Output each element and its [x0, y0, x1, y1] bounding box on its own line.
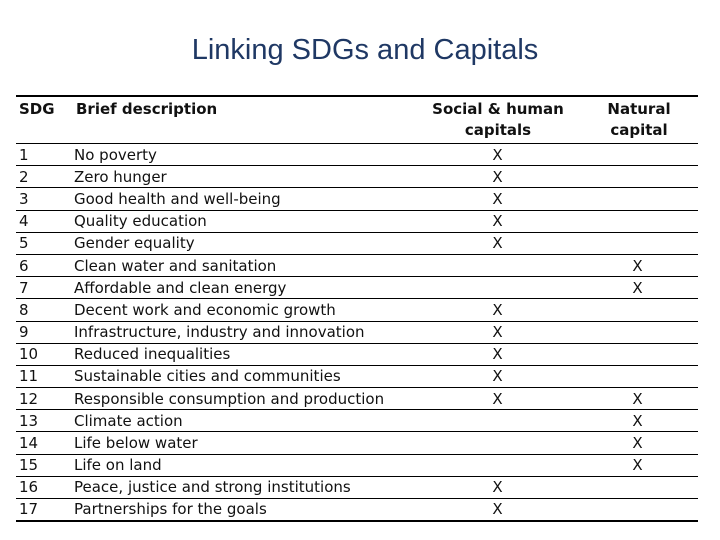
description-cell: No poverty: [74, 145, 157, 164]
natural-capital-mark: [579, 321, 698, 343]
description-cell: Quality education: [74, 212, 207, 231]
description-cell: Responsible consumption and production: [74, 389, 385, 408]
description-cell: Good health and well-being: [74, 189, 281, 208]
sdg-number-cell: 14: [19, 434, 39, 453]
social-capital-mark: X: [492, 212, 503, 231]
natural-capital-mark: X: [632, 456, 643, 475]
table-row: [16, 188, 698, 210]
header-sdg: SDG: [19, 100, 55, 118]
header-description: Brief description: [76, 100, 218, 118]
natural-capital-mark: [579, 476, 698, 498]
social-capital-mark: X: [492, 323, 503, 342]
sdg-number-cell: 7: [19, 278, 29, 297]
social-capital-mark: [416, 410, 579, 432]
table-row: [16, 166, 698, 188]
description-cell: Clean water and sanitation: [74, 256, 277, 275]
table-row: [16, 254, 698, 276]
social-capital-mark: X: [492, 189, 503, 208]
table-header: [16, 96, 698, 144]
natural-capital-mark: X: [632, 278, 643, 297]
social-capital-mark: X: [492, 145, 503, 164]
social-capital-mark: X: [492, 478, 503, 497]
description-cell: Life on land: [74, 456, 162, 475]
sdg-number-cell: 10: [19, 345, 39, 364]
sdg-number-cell: 17: [19, 500, 39, 519]
description-cell: Infrastructure, industry and innovation: [74, 323, 365, 342]
sdg-number-cell: 11: [19, 367, 39, 386]
table-row: [16, 432, 698, 454]
table-row: [16, 232, 698, 254]
natural-capital-mark: [579, 499, 698, 521]
header-row: [16, 96, 698, 144]
natural-capital-mark: [579, 343, 698, 365]
natural-capital-mark: X: [632, 434, 643, 453]
table-body: [16, 144, 698, 521]
table-row: [16, 454, 698, 476]
description-cell: Decent work and economic growth: [74, 300, 336, 319]
sdg-number-cell: 2: [19, 167, 29, 186]
sdg-number-cell: 3: [19, 189, 29, 208]
social-capital-mark: X: [492, 500, 503, 519]
sdg-number-cell: 4: [19, 212, 29, 231]
sdg-number-cell: 9: [19, 323, 29, 342]
natural-capital-mark: [579, 188, 698, 210]
sdg-number-cell: 8: [19, 300, 29, 319]
description-cell: Reduced inequalities: [74, 345, 231, 364]
natural-capital-mark: [579, 232, 698, 254]
table-row: [16, 410, 698, 432]
sdg-number-cell: 5: [19, 234, 29, 253]
social-capital-mark: [416, 254, 579, 276]
sdg-number-cell: 13: [19, 411, 39, 430]
header-social-human-capitals: Social & human capitals: [432, 100, 564, 139]
social-capital-mark: X: [492, 345, 503, 364]
description-cell: Gender equality: [74, 234, 195, 253]
table-row: [16, 144, 698, 166]
table-row: [16, 277, 698, 299]
description-cell: Peace, justice and strong institutions: [74, 478, 351, 497]
sdg-number-cell: 6: [19, 256, 29, 275]
page-title: Linking SDGs and Capitals: [191, 34, 539, 66]
table-row: [16, 321, 698, 343]
social-capital-mark: [416, 454, 579, 476]
natural-capital-mark: X: [632, 389, 643, 408]
description-cell: Sustainable cities and communities: [74, 367, 341, 386]
social-capital-mark: X: [492, 300, 503, 319]
table-row: [16, 499, 698, 521]
table-row: [16, 388, 698, 410]
header-natural-capital: Natural capital: [607, 100, 671, 139]
social-capital-mark: X: [492, 367, 503, 386]
description-cell: Zero hunger: [74, 167, 167, 186]
table-row: [16, 210, 698, 232]
sdg-number-cell: 16: [19, 478, 39, 497]
sdg-capitals-table-container: [16, 95, 698, 522]
natural-capital-mark: [579, 365, 698, 387]
sdg-capitals-table: [16, 95, 698, 522]
natural-capital-mark: [579, 210, 698, 232]
social-capital-mark: [416, 277, 579, 299]
description-cell: Climate action: [74, 411, 183, 430]
table-row: [16, 299, 698, 321]
natural-capital-mark: X: [632, 411, 643, 430]
sdg-number-cell: 15: [19, 456, 39, 475]
table-row: [16, 476, 698, 498]
description-cell: Affordable and clean energy: [74, 278, 287, 297]
description-cell: Life below water: [74, 434, 198, 453]
natural-capital-mark: X: [632, 256, 643, 275]
natural-capital-mark: [579, 166, 698, 188]
natural-capital-mark: [579, 144, 698, 166]
social-capital-mark: X: [492, 234, 503, 253]
table-row: [16, 365, 698, 387]
social-capital-mark: [416, 432, 579, 454]
description-cell: Partnerships for the goals: [74, 500, 267, 519]
table-row: [16, 343, 698, 365]
natural-capital-mark: [579, 299, 698, 321]
social-capital-mark: X: [492, 389, 503, 408]
sdg-number-cell: 12: [19, 389, 39, 408]
sdg-number-cell: 1: [19, 145, 29, 164]
social-capital-mark: X: [492, 167, 503, 186]
